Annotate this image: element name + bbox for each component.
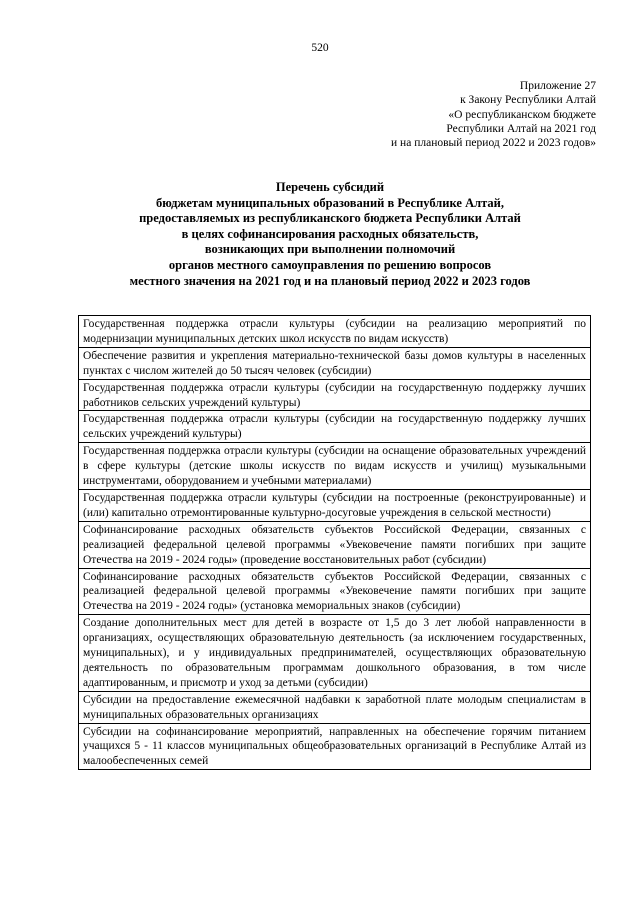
table-cell: Государственная поддержка отрасли культуры (субсидии на государственную поддержку лучших сельских учреждений культуры)	[79, 411, 591, 443]
table-cell: Софинансирование расходных обязательств субъектов Российской Федерации, связанных с реализацией федеральной целевой программы «Увековечение памяти погибших при защите Отечества на 2019 - 2024 годы» (установка мемориальных знаков (субсидии)	[79, 568, 591, 615]
appendix-line: и на плановый период 2022 и 2023 годов»	[391, 137, 596, 150]
table-cell: Государственная поддержка отрасли культуры (субсидии на реализацию мероприятий по модернизации муниципальных детских школ искусств по видам искусств)	[79, 316, 591, 348]
title-line: Перечень субсидий	[275, 180, 385, 194]
appendix-line: к Закону Республики Алтай	[460, 94, 596, 107]
title-line: местного значения на 2021 год и на плановый период 2022 и 2023 годов	[129, 273, 531, 288]
table-row	[79, 568, 591, 615]
table-row	[79, 379, 591, 411]
title-line: бюджетам муниципальных образований в Республике Алтай,	[156, 195, 504, 210]
appendix-note	[296, 79, 596, 150]
page-number: 520	[311, 42, 329, 54]
subsidies-table	[78, 315, 591, 770]
table-cell: Государственная поддержка отрасли культуры (субсидии на оснащение образовательных учреждений в сфере культуры (детские школы искусств по видам искусств и училищ) музыкальными инструментами, оборудованием и учебными материалами)	[79, 443, 591, 490]
title-line: возникающих при выполнении полномочий	[204, 242, 456, 257]
table-row	[79, 489, 591, 521]
table-cell: Государственная поддержка отрасли культуры (субсидии на построенные (реконструированные) и (или) капитально отремонтированные культурно-досуговые учреждения в сельской местности)	[79, 489, 591, 521]
table-row	[79, 443, 591, 490]
table-row	[79, 316, 591, 348]
table-row	[79, 521, 591, 568]
table-row	[79, 723, 591, 770]
table-cell: Софинансирование расходных обязательств субъектов Российской Федерации, связанных с реализацией федеральной целевой программы «Увековечение памяти погибших при защите Отечества на 2019 - 2024 годы» (проведение восстановительных работ (субсидии)	[79, 521, 591, 568]
document-title	[50, 180, 610, 289]
title-line: в целях софинансирования расходных обязательств,	[181, 226, 479, 241]
table-cell: Создание дополнительных мест для детей в возрасте от 1,5 до 3 лет любой направленности в организациях, осуществляющих образовательную деятельность (за исключением государственных, муниципальных), и у индивидуальных предпринимателей, осуществляющих образовательную деятельность по образовательным программам дошкольного образования, в том числе адаптированным, и присмотр и уход за детьми (субсидии)	[79, 615, 591, 692]
table-row	[79, 347, 591, 379]
appendix-line: «О республиканском бюджете	[448, 108, 596, 121]
table-row	[79, 411, 591, 443]
appendix-line: Приложение 27	[519, 80, 596, 92]
table-row	[79, 615, 591, 692]
table-cell: Обеспечение развития и укрепления материально-технической базы домов культуры в населенных пунктах с числом жителей до 50 тысяч человек (субсидии)	[79, 347, 591, 379]
table-cell: Субсидии на предоставление ежемесячной надбавки к заработной плате молодым специалистам в муниципальных образовательных организациях	[79, 691, 591, 723]
table-cell: Субсидии на софинансирование мероприятий, направленных на обеспечение горячим питанием учащихся 5 - 11 классов муниципальных общеобразовательных организаций в Республике Алтай из малообеспеченных семей	[79, 723, 591, 770]
table-row	[79, 691, 591, 723]
table-cell: Государственная поддержка отрасли культуры (субсидии на государственную поддержку лучших работников сельских учреждений культуры)	[79, 379, 591, 411]
title-line: органов местного самоуправления по решению вопросов	[168, 257, 492, 272]
appendix-line: Республики Алтай на 2021 год	[446, 122, 596, 135]
title-line: предоставляемых из республиканского бюджета Республики Алтай	[139, 211, 521, 226]
